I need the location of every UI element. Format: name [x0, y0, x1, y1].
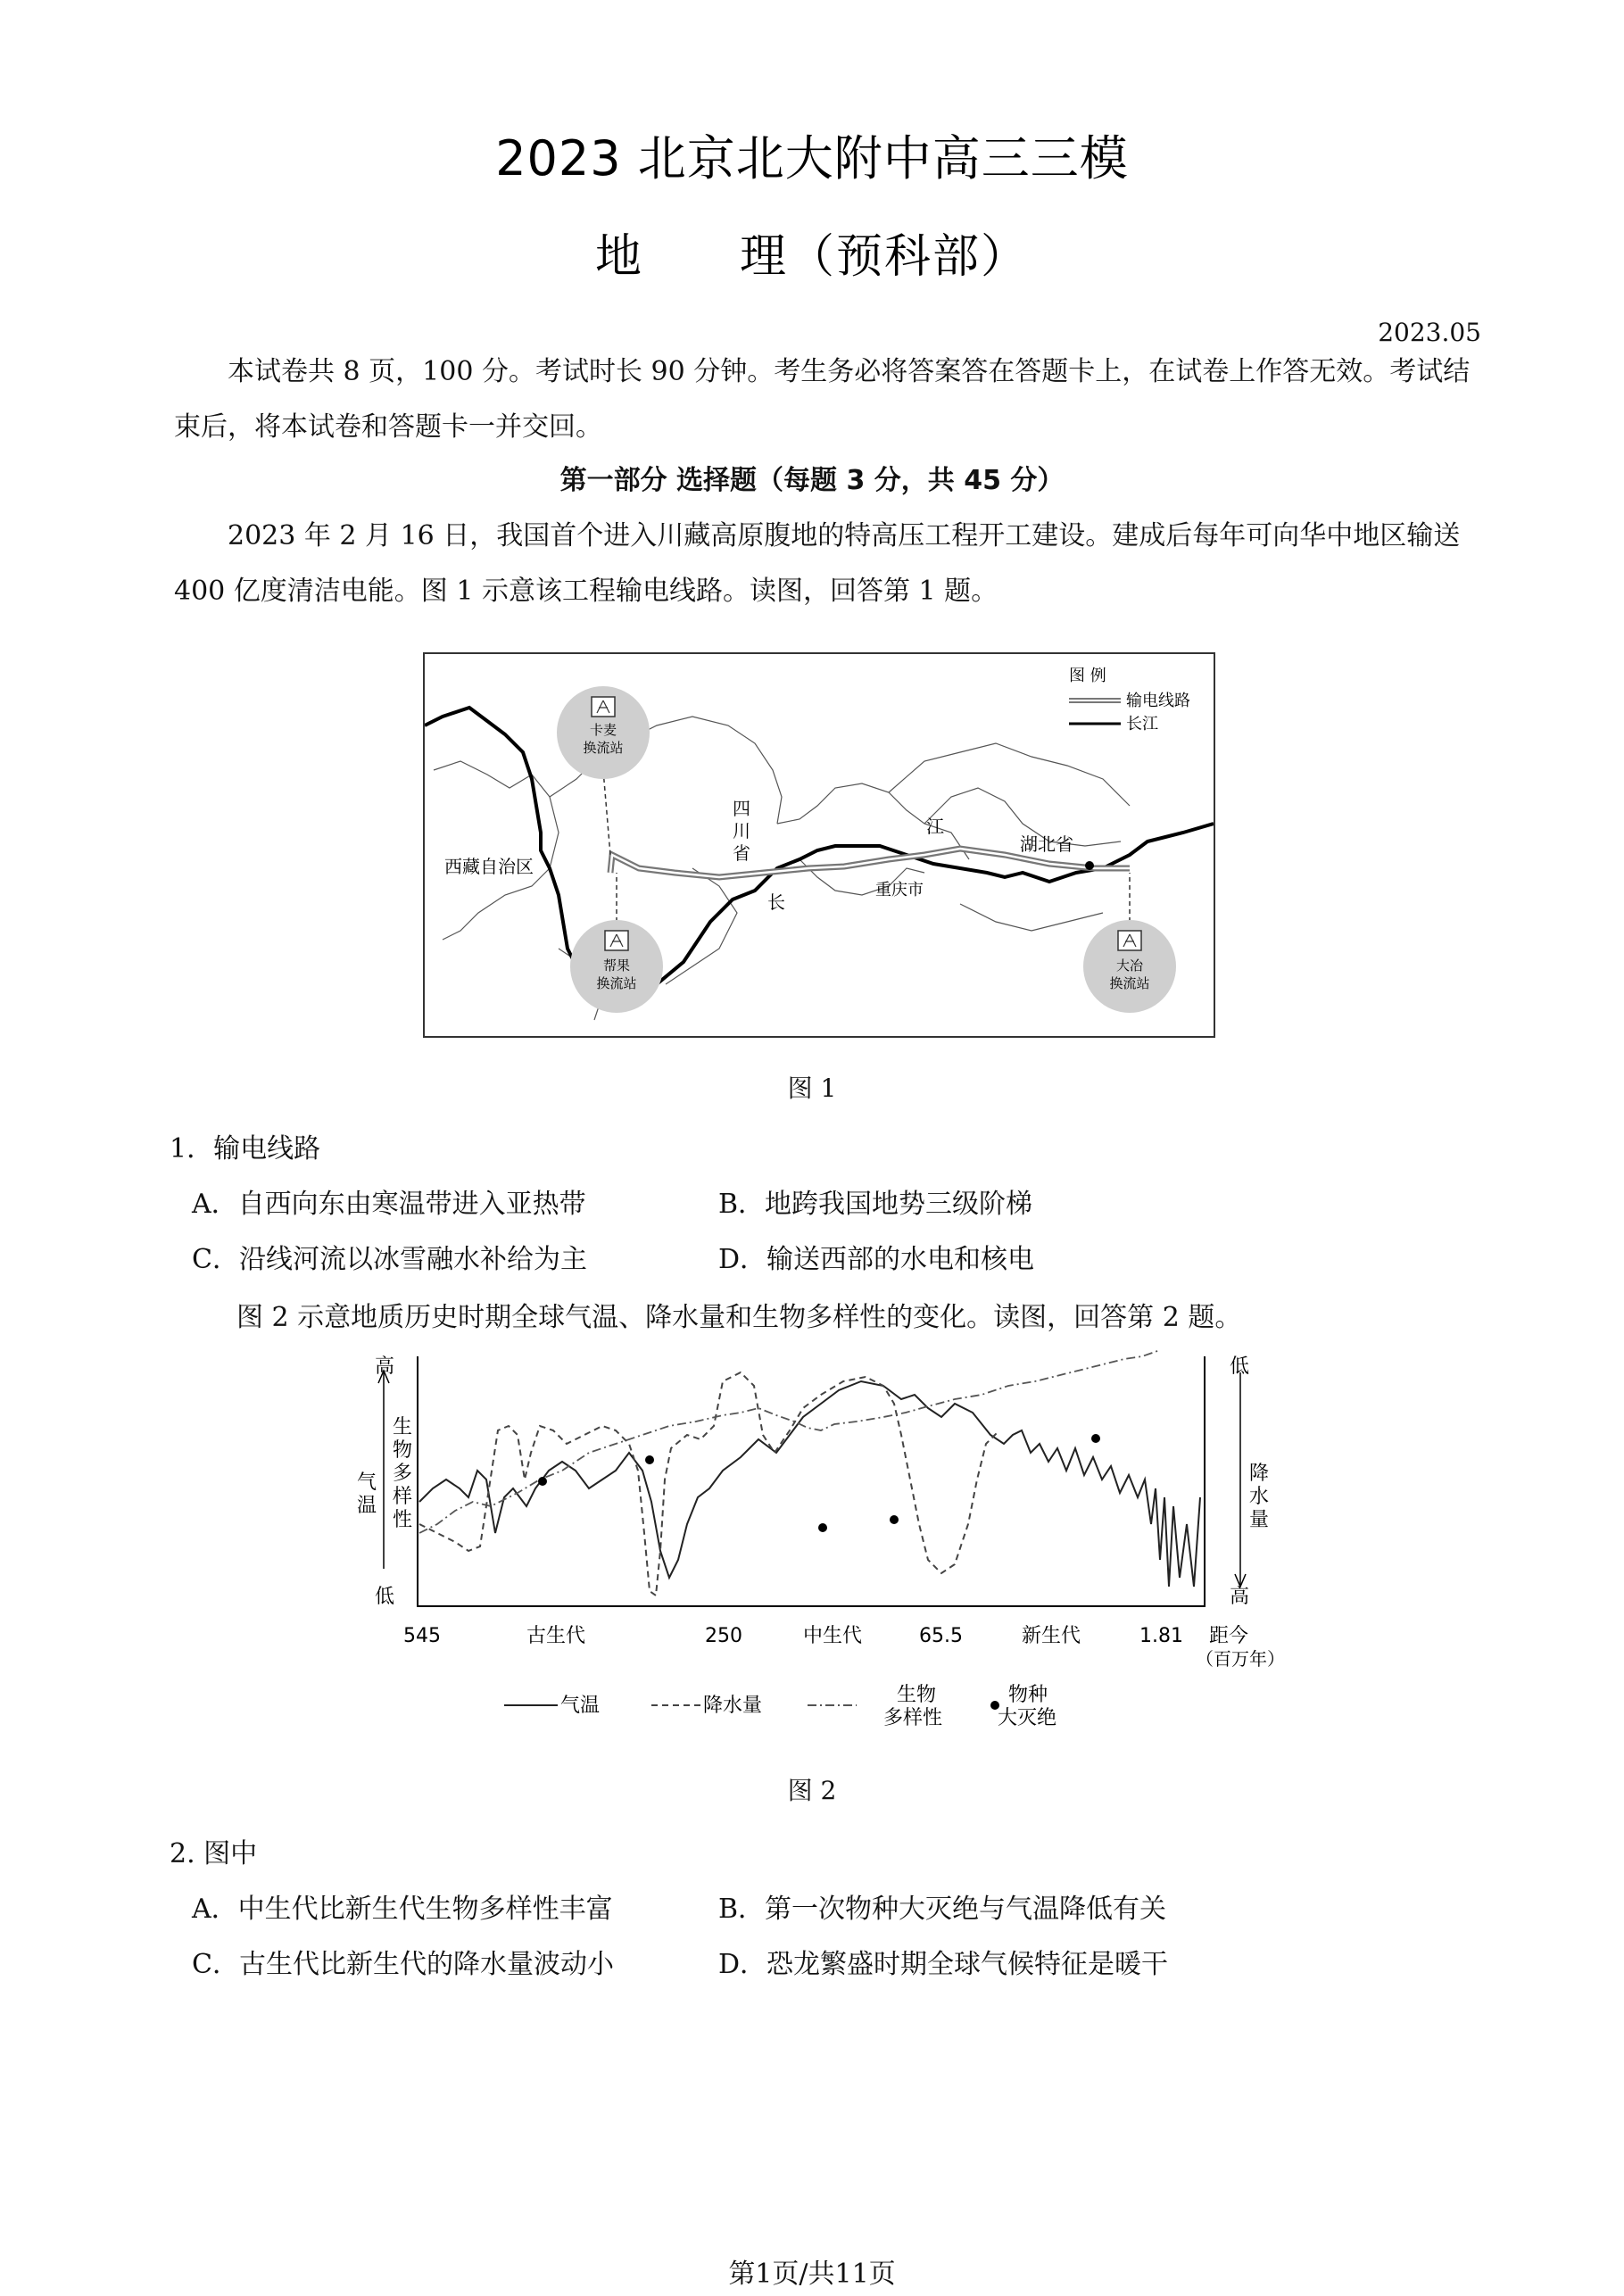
era-mesozoic: 中生代: [803, 1625, 863, 1647]
label-river-chang: 长: [767, 891, 785, 913]
legend-title: 图 例: [1069, 667, 1106, 685]
section-title: 第一部分 选择题（每题 3 分，共 45 分）: [559, 465, 1065, 496]
right-axis-precip-2: 水: [1249, 1486, 1270, 1508]
q2-option-b[interactable]: B．第一次物种大灭绝与气温降低有关: [718, 1894, 1167, 1925]
left-axis-low: 低: [375, 1586, 395, 1608]
x-tick-545: 545: [403, 1625, 441, 1647]
right-axis-low: 低: [1230, 1355, 1250, 1378]
left-axis-temp-2: 温: [357, 1495, 377, 1517]
q2-option-c[interactable]: C．古生代比新生代的降水量波动小: [192, 1949, 614, 1980]
figure-2-caption: 图 2: [787, 1776, 837, 1805]
series-biodiversity: [419, 1350, 1160, 1533]
label-hubei: 湖北省: [1020, 833, 1073, 855]
q1-option-c[interactable]: C．沿线河流以冰雪融水补给为主: [192, 1244, 587, 1275]
station-bangguo: [570, 920, 663, 1013]
station-kamai-type: 换流站: [583, 740, 624, 756]
extinction-event-1: [538, 1477, 547, 1486]
figure-2-chart: [348, 1346, 1294, 1729]
right-axis-precip-3: 量: [1249, 1509, 1270, 1531]
left-axis-bio-2: 物: [393, 1439, 413, 1462]
legend-bio-1: 生物: [897, 1684, 937, 1706]
label-sichuan-2: 川: [733, 820, 750, 841]
extinction-event-2: [645, 1455, 654, 1464]
x-tick-1-81: 1.81: [1139, 1625, 1183, 1647]
x-unit-2: （百万年）: [1196, 1648, 1285, 1670]
page-subtitle: 地 理（预科部）: [594, 230, 1029, 284]
extinction-event-4: [890, 1515, 899, 1524]
legend-ext-2: 大灭绝: [998, 1707, 1057, 1729]
page-number: 第1页/共11页: [728, 2259, 896, 2290]
chart-canvas: [348, 1346, 1294, 1729]
passage-1: 2023 年 2 月 16 日，我国首个进入川藏高原腹地的特高压工程开工建设。建成后每年可向华中地区输送 400 亿度清洁电能。图 1 示意该工程输电线路。读图，回答第 1 题。: [174, 520, 1461, 607]
label-sichuan-1: 四: [733, 798, 750, 819]
left-axis-bio-4: 样: [393, 1486, 413, 1508]
legend-transmission: 输电线路: [1126, 692, 1190, 710]
left-axis-temp-1: 气: [357, 1471, 377, 1494]
x-unit-1: 距今: [1209, 1625, 1249, 1647]
era-paleozoic: 古生代: [526, 1625, 586, 1647]
station-kamai: [557, 686, 650, 779]
left-axis-bio-3: 多: [393, 1463, 413, 1485]
x-tick-250: 250: [705, 1625, 742, 1647]
page-title: 2023 北京北大附中高三三模: [495, 130, 1129, 186]
era-cenozoic: 新生代: [1022, 1625, 1081, 1647]
q1-option-b[interactable]: B．地跨我国地势三级阶梯: [718, 1189, 1033, 1220]
legend-precip: 降水量: [703, 1695, 763, 1717]
q1-option-d[interactable]: D．输送西部的水电和核电: [718, 1244, 1035, 1275]
right-axis-precip-1: 降: [1249, 1463, 1270, 1485]
station-daye-name: 大冶: [1115, 957, 1144, 974]
map-legend: [1069, 667, 1190, 734]
series-temperature: [419, 1381, 1200, 1587]
left-axis-bio-5: 性: [393, 1509, 413, 1531]
exam-date: 2023.05: [1378, 318, 1481, 347]
station-bangguo-type: 换流站: [596, 975, 637, 991]
label-river-jiang: 江: [926, 816, 944, 837]
station-bangguo-name: 帮果: [602, 957, 631, 974]
q1-option-a[interactable]: A．自西向东由寒温带进入亚热带: [192, 1189, 586, 1220]
label-chongqing: 重庆市: [875, 881, 924, 899]
label-sichuan-3: 省: [733, 842, 750, 864]
q2-option-a[interactable]: A．中生代比新生代生物多样性丰富: [192, 1894, 613, 1925]
legend-temp: 气温: [560, 1695, 601, 1717]
figure-1-caption: 图 1: [787, 1073, 837, 1103]
label-tibet: 西藏自治区: [444, 856, 534, 877]
legend-bio-2: 多样性: [883, 1707, 943, 1729]
legend-river: 长江: [1126, 715, 1158, 734]
left-axis-bio-1: 生: [393, 1416, 413, 1438]
passage-2: 图 2 示意地质历史时期全球气温、降水量和生物多样性的变化。读图，回答第 2 题。: [236, 1302, 1242, 1333]
legend-ext-1: 物种: [1008, 1684, 1048, 1706]
station-kamai-name: 卡麦: [589, 722, 617, 738]
q2-option-d[interactable]: D．恐龙繁盛时期全球气候特征是暖干: [718, 1949, 1169, 1980]
left-axis-high: 高: [375, 1355, 395, 1378]
intro-paragraph: 本试卷共 8 页，100 分。考试时长 90 分钟。考生务必将答案答在答题卡上，在试卷上作答无效。考试结束后，将本试卷和答题卡一并交回。: [174, 356, 1471, 443]
q1-stem: 1．输电线路: [170, 1133, 321, 1165]
map-canvas: [425, 654, 1214, 1036]
extinction-event-5: [1091, 1434, 1100, 1443]
extinction-event-3: [818, 1523, 827, 1532]
station-daye-type: 换流站: [1109, 975, 1150, 991]
chart-legend: [504, 1684, 1056, 1729]
station-daye: [1083, 920, 1176, 1013]
series-precipitation: [419, 1372, 999, 1596]
x-tick-65-5: 65.5: [919, 1625, 963, 1647]
figure-1-map: [423, 652, 1215, 1038]
q2-stem: 2. 图中: [170, 1838, 258, 1869]
right-axis-high: 高: [1230, 1586, 1250, 1608]
